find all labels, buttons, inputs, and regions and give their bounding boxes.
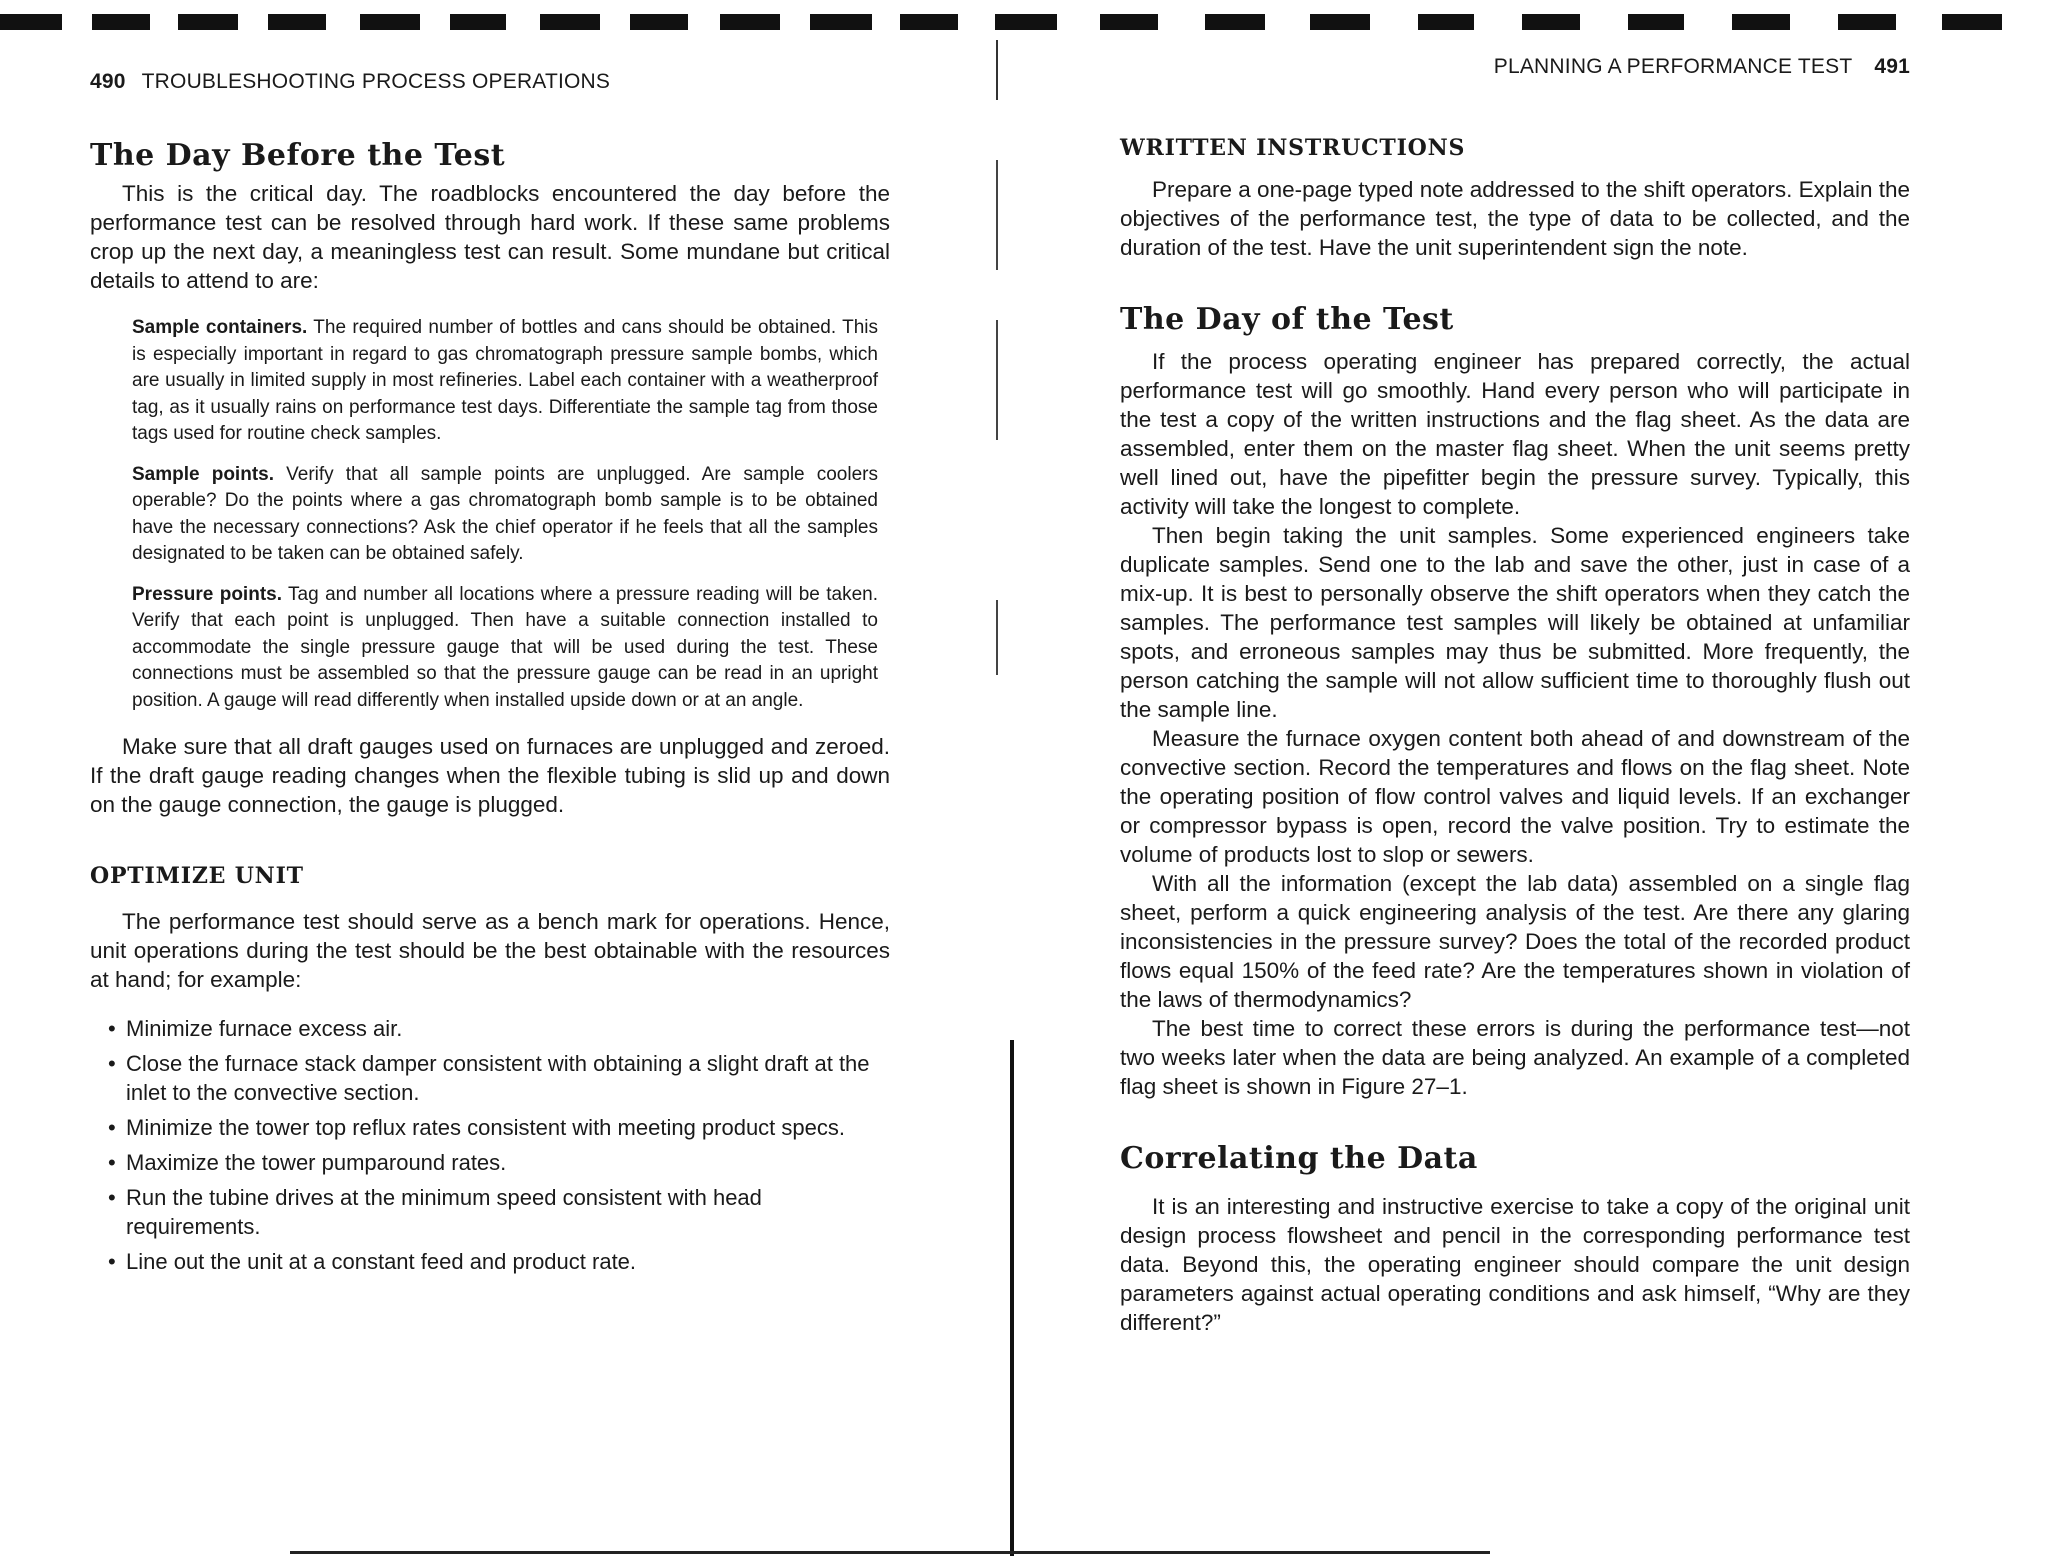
- optimize-paragraph: The performance test should serve as a bench mark for operations. Hence, unit operations during the test should be the best obtainable with the resources at hand; for example:: [90, 909, 890, 992]
- intro-paragraph: This is the critical day. The roadblocks encountered the day before the performance test can be resolved through hard work. If these same problems crop up the next day, a meaningless test can result. Some mundane but critical details to attend to are:: [90, 181, 890, 293]
- right-page-number: 491: [1874, 55, 1910, 78]
- body-paragraph: Measure the furnace oxygen content both ahead of and downstream of the convective section. Record the temperatures and flows on the flag sheet. Note the operating position of flow control valves and liquid levels. If an exchanger or compressor bypass is open, record the valve position. Try to estimate the volume of products lost to slop or sewers.: [1120, 726, 1910, 867]
- left-running-head-title: TROUBLESHOOTING PROCESS OPERATIONS: [141, 70, 611, 93]
- checklist-item: [132, 462, 878, 568]
- checklist-item: [132, 315, 878, 448]
- correlating-paragraph: It is an interesting and instructive exercise to take a copy of the original unit design process flowsheet and pencil in the corresponding performance test data. Beyond this, the operating engineer should compare the unit design parameters against actual operating conditions and ask himself, “Why are they different?”: [1120, 1194, 1910, 1335]
- checklist-item-text: Verify that all sample points are unplugged. Are sample coolers operable? Do the points where a gas chromatograph bomb sample is to be obtained have the necessary connections? Ask the chief operator if he feels that all the samples designated to be taken can be obtained safely.: [132, 463, 878, 564]
- binding-strip: [0, 14, 2048, 30]
- written-instructions-paragraph: Prepare a one-page typed note addressed to the shift operators. Explain the objectives of the performance test, the type of data to be collected, and the duration of the test. Have the unit superintendent sign the note.: [1120, 177, 1911, 260]
- bullet-item: • Maximize the tower pumparound rates.: [104, 1148, 890, 1177]
- right-page: [1120, 55, 1910, 1337]
- section-title-day-before: The Day Before the Test: [90, 138, 506, 173]
- optimize-bullet-list: [104, 1014, 890, 1276]
- left-running-head: [90, 70, 890, 94]
- right-running-head: [1120, 55, 1910, 79]
- bullet-item: • Minimize the tower top reflux rates consistent with meeting product specs.: [104, 1113, 890, 1142]
- checklist-item-lead: Pressure points.: [132, 583, 282, 605]
- bottom-edge-rule: [290, 1551, 1490, 1554]
- subheading-written-instructions: WRITTEN INSTRUCTIONS: [1120, 135, 1466, 161]
- day-of-test-text: [1120, 347, 1910, 1101]
- checklist: [132, 315, 878, 714]
- checklist-item-text: The required number of bottles and cans should be obtained. This is especially important in regard to gas chromatograph pressure sample bombs, which are usually in limited supply in most refineries. Label each container with a weatherproof tag, as it usually rains on performance test days. Differentiate the sample tag from those tags used for routine check samples.: [132, 317, 879, 444]
- body-paragraph: With all the information (except the lab data) assembled on a single flag sheet, perform a quick engineering analysis of the test. Are there any glaring inconsistencies in the pressure survey? Does the total of the recorded product flows equal 150% of the feed rate? Are the temperatures shown in violation of the laws of thermodynamics?: [1120, 871, 1910, 1012]
- section-title-correlating: Correlating the Data: [1120, 1141, 1478, 1176]
- checklist-item-lead: Sample points.: [132, 463, 274, 485]
- left-page-number: 490: [90, 70, 126, 93]
- bullet-item: • Line out the unit at a constant feed and product rate.: [104, 1247, 890, 1276]
- subheading-optimize-unit: OPTIMIZE UNIT: [90, 863, 304, 889]
- body-paragraph: If the process operating engineer has prepared correctly, the actual performance test will go smoothly. Hand every person who will participate in the test a copy of the written instructions and the flag sheet. As the data are assembled, enter them on the master flag sheet. When the unit seems pretty well lined out, have the pipefitter begin the pressure survey. Typically, this activity will take the longest to complete.: [1120, 349, 1910, 519]
- bullet-item: • Minimize furnace excess air.: [104, 1014, 890, 1043]
- bullet-item: • Run the tubine drives at the minimum speed consistent with head requirements.: [104, 1183, 890, 1241]
- draft-gauge-paragraph: Make sure that all draft gauges used on furnaces are unplugged and zeroed. If the draft gauge reading changes when the flexible tubing is slid up and down on the gauge connection, the gauge is plugged.: [90, 734, 890, 817]
- body-paragraph: The best time to correct these errors is during the performance test—not two weeks later when the data are being analyzed. An example of a completed flag sheet is shown in Figure 27–1.: [1120, 1016, 1910, 1099]
- left-page: [90, 70, 890, 1282]
- checklist-item: [132, 582, 878, 715]
- section-title-day-of: The Day of the Test: [1120, 302, 1454, 337]
- bullet-item: • Close the furnace stack damper consistent with obtaining a slight draft at the inlet to the convective section.: [104, 1049, 890, 1107]
- checklist-item-lead: Sample containers.: [132, 317, 308, 338]
- checklist-item-text: Tag and number all locations where a pressure reading will be taken. Verify that each point is unplugged. Then have a suitable connection installed to accommodate the single pressure gauge that will be used during the test. These connections must be assembled so that the pressure gauge can be read in an upright position. A gauge will read differently when installed upside down or at an angle.: [132, 583, 878, 711]
- right-running-head-title: PLANNING A PERFORMANCE TEST: [1493, 55, 1853, 78]
- body-paragraph: Then begin taking the unit samples. Some experienced engineers take duplicate samples. Send one to the lab and save the other, just in case of a mix-up. It is best to personally observe the shift operators when they catch the samples. The performance test samples will likely be obtained at unfamiliar spots, and erroneous samples may thus be submitted. More frequently, the person catching the sample will not allow sufficient time to thoroughly flush out the sample line.: [1120, 523, 1910, 722]
